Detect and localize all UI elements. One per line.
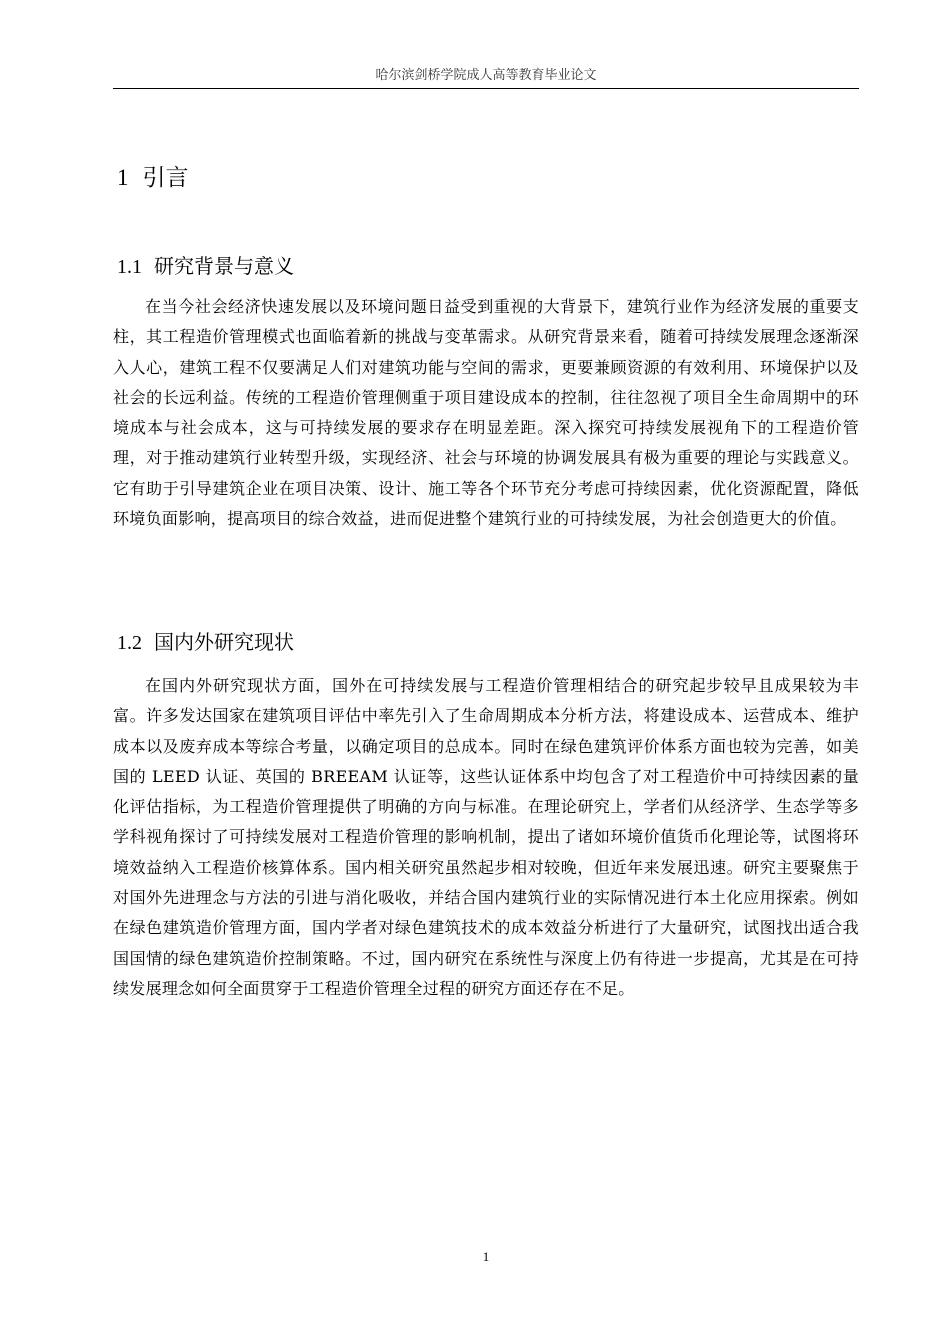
body-paragraph-background: 在当今社会经济快速发展以及环境问题日益受到重视的大背景下，建筑行业作为经济发展的重要支柱，其工程造价管理模式也面临着新的挑战与变革需求。从研究背景来看，随着可持续发展理念逐渐深入人心，建筑工程不仅要满足人们对建筑功能与空间的需求，更要兼顾资源的有效利用、环境保护以及社会的长远利益。传统的工程造价管理侧重于项目建设成本的控制，往往忽视了项目全生命周期中的环境成本与社会成本，这与可持续发展的要求存在明显差距。深入探究可持续发展视角下的工程造价管理，对于推动建筑行业转型升级，实现经济、社会与环境的协调发展具有极为重要的理论与实践意义。它有助于引导建筑企业在项目决策、设计、施工等各个环节充分考虑可持续因素，优化资源配置，降低环境负面影响，提高项目的综合效益，进而促进整个建筑行业的可持续发展，为社会创造更大的价值。 (113, 297, 859, 529)
section-number: 1.2 (117, 632, 142, 654)
section-title-text: 研究背景与意义 (154, 254, 294, 278)
body-paragraph-research-status: 在国内外研究现状方面，国外在可持续发展与工程造价管理相结合的研究起步较早且成果较为丰富。许多发达国家在建筑项目评估中率先引入了生命周期成本分析方法，将建设成本、运营成本、维护成本以及废弃成本等综合考量，以确定项目的总成本。同时在绿色建筑评价体系方面也较为完善，如美国的 LEED 认证、英国的 BREEAM 认证等，这些认证体系中均包含了对工程造价中可持续因素的量化评估指标，为工程造价管理提供了明确的方向与标准。在理论研究上，学者们从经济学、生态学等多学科视角探讨了可持续发展对工程造价管理的影响机制，提出了诸如环境价值货币化理论等，试图将环境效益纳入工程造价核算体系。国内相关研究虽然起步相对较晚，但近年来发展迅速。研究主要聚焦于对国外先进理念与方法的引进与消化吸收，并结合国内建筑行业的实际情况进行本土化应用探索。例如在绿色建筑造价管理方面，国内学者对绿色建筑技术的成本效益分析进行了大量研究，试图找出适合我国国情的绿色建筑造价控制策略。不过，国内研究在系统性与深度上仍有待进一步提高，尤其是在可持续发展理念如何全面贯穿于工程造价管理全过程的研究方面还存在不足。 (113, 676, 859, 998)
header-divider (113, 88, 859, 89)
section-heading-1-2 (117, 628, 294, 657)
section-title-text: 国内外研究现状 (154, 630, 294, 654)
section-heading-1-1 (117, 252, 294, 281)
section-number: 1.1 (117, 256, 142, 278)
running-header: 哈尔滨剑桥学院成人高等教育毕业论文 (375, 68, 597, 83)
chapter-title (117, 163, 189, 193)
page-number: 1 (482, 1249, 490, 1264)
chapter-number: 1 (117, 165, 129, 190)
chapter-title-text: 引言 (142, 165, 189, 191)
